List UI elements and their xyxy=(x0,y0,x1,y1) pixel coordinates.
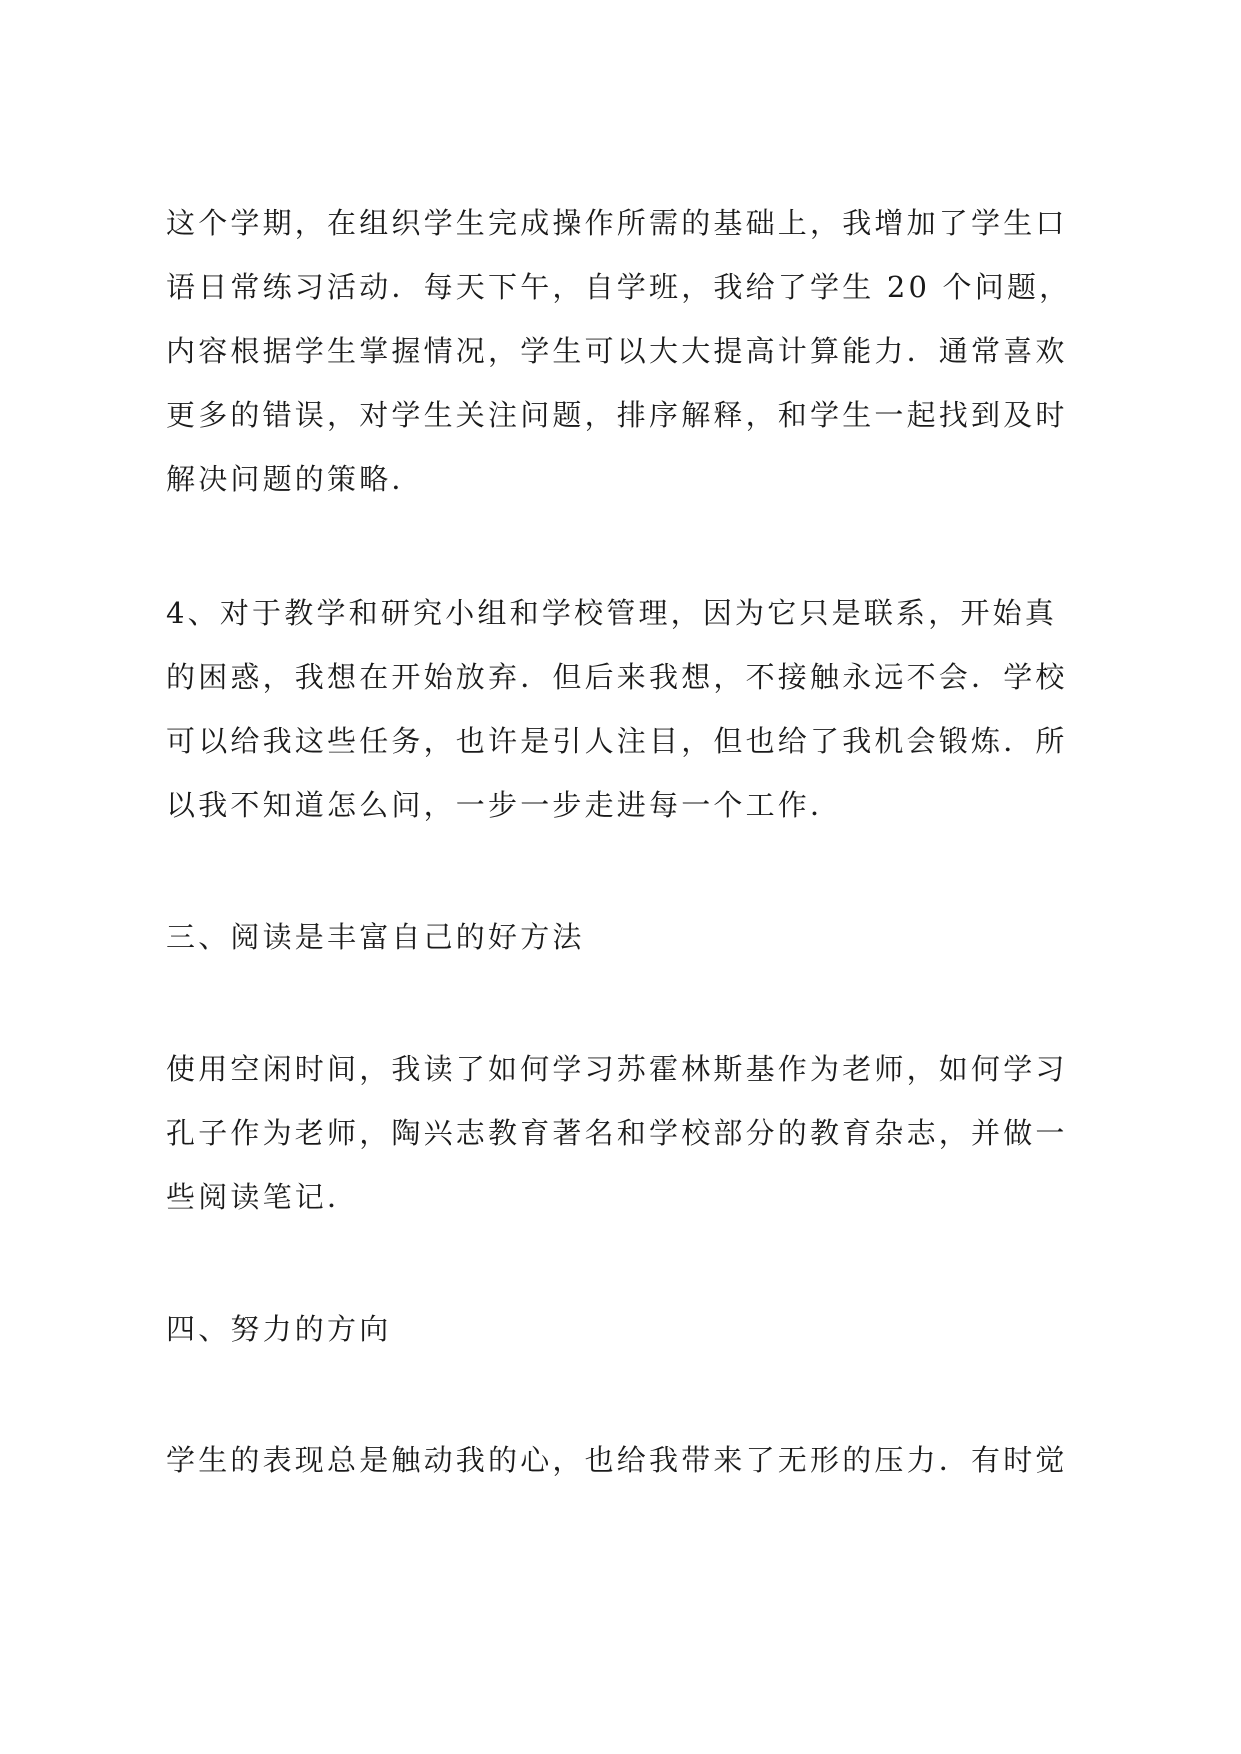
text-line: 4、对于教学和研究小组和学校管理，因为它只是联系，开始真 xyxy=(166,596,1058,630)
section-heading-direction xyxy=(166,1297,1096,1361)
text-line: 以我不知道怎么问，一步一步走进每一个工作． xyxy=(166,788,843,822)
text-line: 使用空闲时间，我读了如何学习苏霍林斯基作为老师，如何学习 xyxy=(166,1052,1068,1086)
text-line: 的困惑，我想在开始放弃．但后来我想，不接触永远不会．学校 xyxy=(166,660,1068,694)
text-line: 更多的错误，对学生关注问题，排序解释，和学生一起找到及时 xyxy=(166,398,1068,432)
heading-text: 三、阅读是丰富自己的好方法 xyxy=(166,920,585,954)
text-line: 内容根据学生掌握情况，学生可以大大提高计算能力．通常喜欢 xyxy=(166,334,1068,368)
paragraph-reading-notes xyxy=(166,1037,1096,1229)
text-line: 解决问题的策略． xyxy=(166,462,424,496)
text-line: 孔子作为老师，陶兴志教育著名和学校部分的教育杂志，并做一 xyxy=(166,1116,1068,1150)
text-line: 可以给我这些任务，也许是引人注目，但也给了我机会锻炼．所 xyxy=(166,724,1068,758)
text-line: 些阅读笔记． xyxy=(166,1180,360,1214)
section-heading-reading xyxy=(166,905,1096,969)
paragraph-school-management xyxy=(166,581,1096,837)
paragraph-student-performance xyxy=(166,1428,1096,1492)
text-line: 语日常练习活动．每天下午，自学班，我给了学生 20 个问题， xyxy=(166,270,1072,304)
text-line: 这个学期，在组织学生完成操作所需的基础上，我增加了学生口 xyxy=(166,206,1068,240)
heading-text: 四、努力的方向 xyxy=(166,1312,392,1346)
paragraph-practice-activities xyxy=(166,191,1096,511)
text-line: 学生的表现总是触动我的心，也给我带来了无形的压力．有时觉 xyxy=(166,1443,1068,1477)
